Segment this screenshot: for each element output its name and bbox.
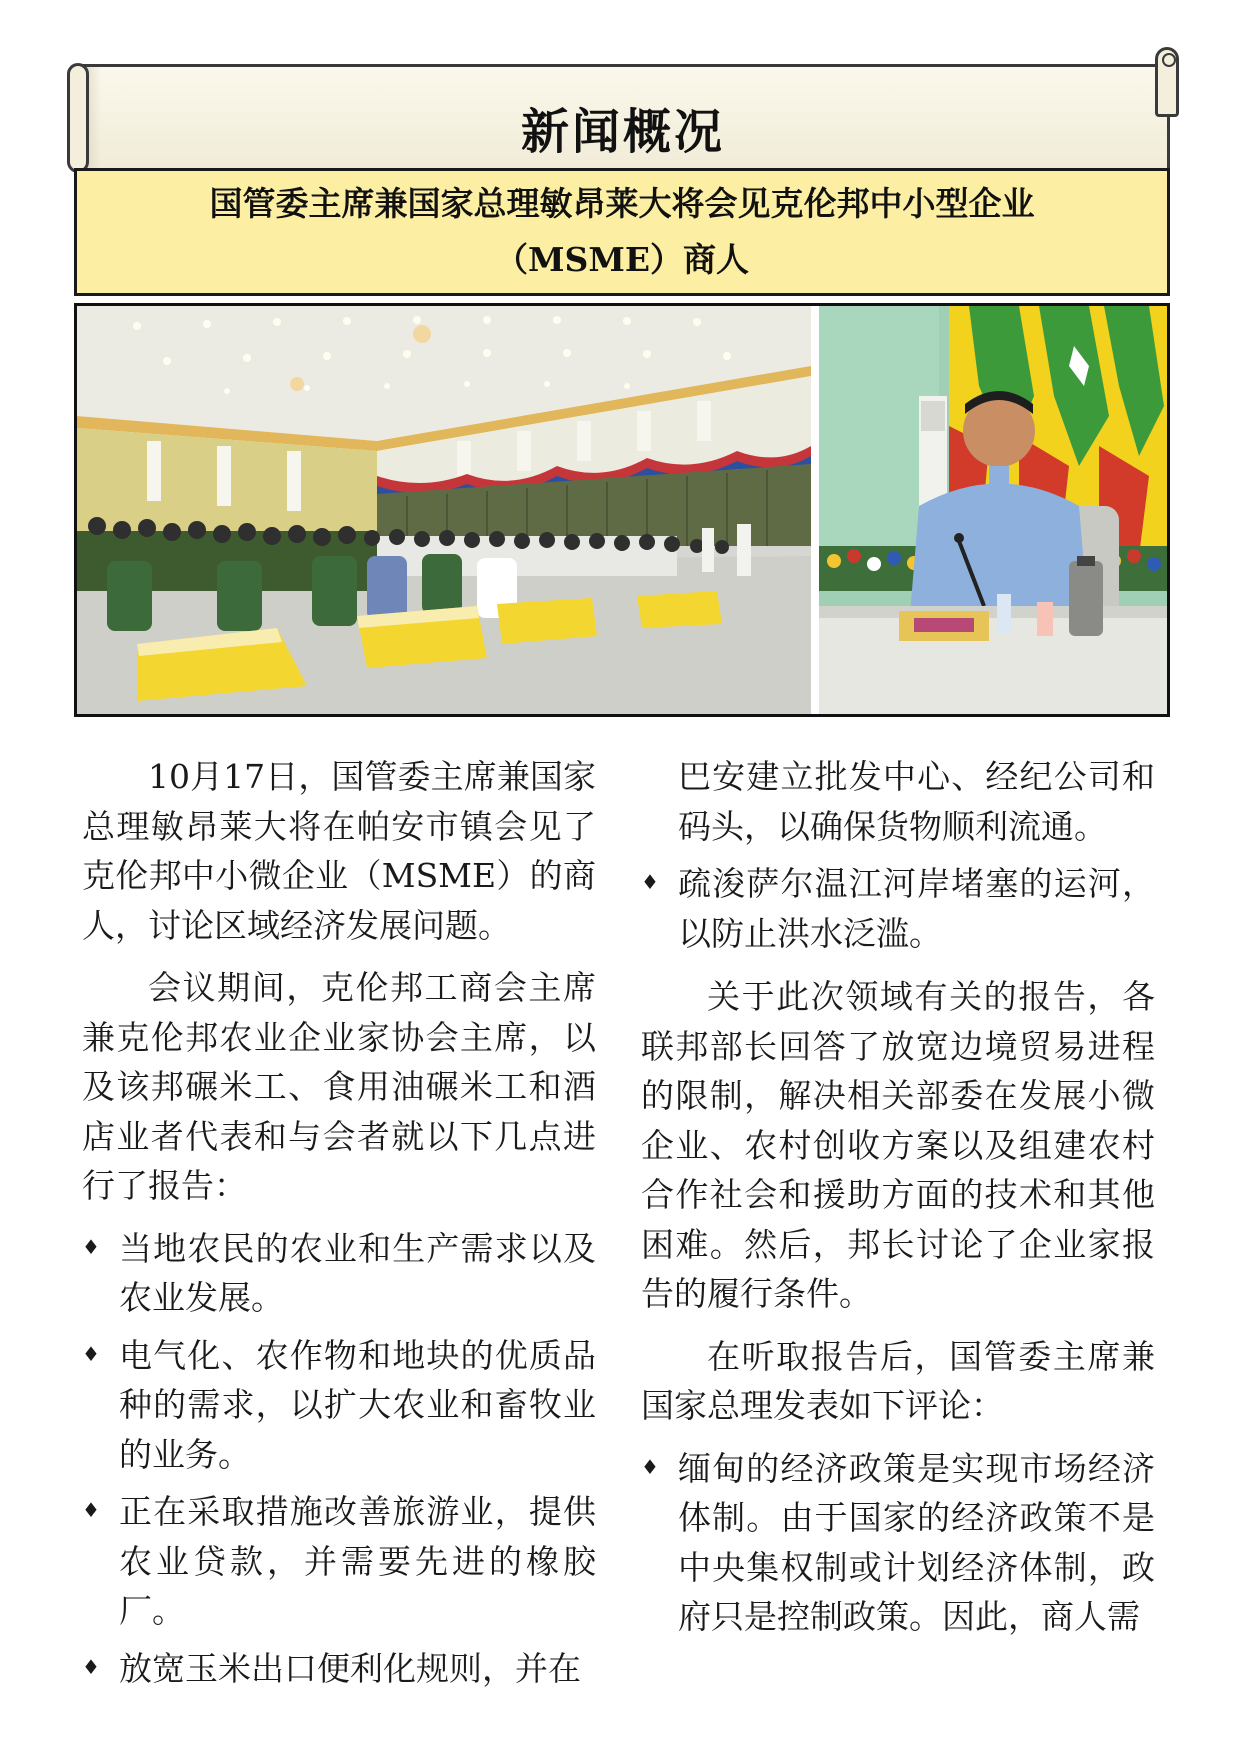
- headline: [142, 176, 1102, 288]
- diamond-bullet-icon: ♦: [82, 1341, 100, 1366]
- photo-separator: [811, 306, 819, 714]
- bullet-item: [82, 1487, 596, 1636]
- headline-box: [74, 168, 1170, 296]
- bullet-text: 放宽玉米出口便利化规则，并在: [119, 1648, 581, 1688]
- diamond-bullet-icon: ♦: [641, 870, 659, 894]
- banner-title: 新闻概况: [520, 104, 725, 160]
- speaker-photo: [819, 306, 1167, 714]
- paragraph-comments: 在听取报告后，国管委主席兼国家总理发表如下评论：: [641, 1336, 1155, 1425]
- meeting-hall-photo: [77, 306, 811, 714]
- bullet-item: [641, 859, 1155, 958]
- diamond-bullet-icon: ♦: [82, 1234, 100, 1259]
- bullet-continuation: [641, 752, 1155, 851]
- bullet-text: 当地农民的农业和生产需求以及农业发展。: [119, 1228, 596, 1317]
- bullet-text: 正在采取措施改善旅游业，提供农业贷款，并需要先进的橡胶厂。: [119, 1492, 596, 1630]
- paragraph-intro: 10月17日，国管委主席兼国家总理敏昂莱大将在帕安市镇会见了克伦邦中小微企业（MSME）的商人，讨论区域经济发展问题。: [82, 757, 596, 945]
- headline-line-1: 国管委主席兼国家总理敏昂莱大将会见克伦邦中小型企业: [209, 184, 1035, 223]
- bullet-item: [82, 1644, 596, 1694]
- paragraph-reports: 会议期间，克伦邦工商会主席兼克伦邦农业企业家协会主席，以及该邦碾米工、食用油碾米工和酒店业者代表和与会者就以下几点进行了报告：: [82, 968, 596, 1205]
- bullet-text: 缅甸的经济政策是实现市场经济体制。由于国家的经济政策不是中央集权制或计划经济体制，政府只是控制政策。因此，商人需: [678, 1448, 1155, 1636]
- title-banner: [76, 64, 1170, 168]
- bullet-text: 疏浚萨尔温江河岸堵塞的运河，以防止洪水泛滥。: [678, 864, 1155, 953]
- bullet-item: [82, 1224, 596, 1323]
- photo-frame: [74, 303, 1170, 717]
- paragraph-ministers: 关于此次领域有关的报告，各联邦部长回答了放宽边境贸易进程的限制，解决相关部委在发展小微企业、农村创收方案以及组建农村合作社会和援助方面的技术和其他困难。然后，邦长讨论了企业家报告的履行条件。: [641, 977, 1155, 1313]
- bullet-text: 电气化、农作物和地块的优质品种的需求，以扩大农业和畜牧业的业务。: [119, 1335, 596, 1474]
- bullet-item: [82, 1331, 596, 1480]
- diamond-bullet-icon: ♦: [82, 1654, 100, 1679]
- headline-line-2: （MSME）商人: [494, 240, 750, 279]
- bullet-text: 巴安建立批发中心、经纪公司和码头，以确保货物顺利流通。: [678, 757, 1155, 846]
- diamond-bullet-icon: ♦: [641, 1454, 659, 1479]
- bullet-item: [641, 1444, 1155, 1642]
- right-column: [641, 752, 1155, 1642]
- left-column: [82, 752, 596, 1693]
- diamond-bullet-icon: ♦: [82, 1498, 100, 1522]
